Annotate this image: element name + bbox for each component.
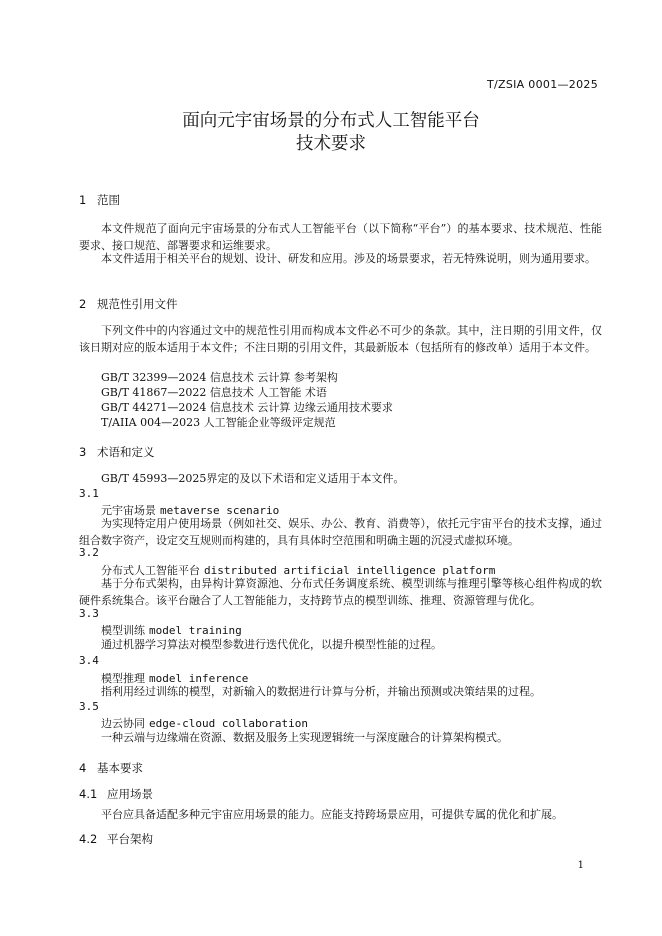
reference-item: GB/T 41867—2022 信息技术 人工智能 术语 [101,386,327,399]
reference-item: T/AIIA 004—2023 人工智能企业等级评定规范 [101,416,336,429]
subsection-title: 应用场景 [107,787,153,801]
section-title: 规范性引用文件 [97,297,178,311]
sec2-paragraph-1: 下列文件中的内容通过文中的规范性引用而构成本文件必不可少的条款。其中，注日期的引用文件，仅该日期对应的版本适用于本文件；不注日期的引用文件，其最新版本（包括所有的修改单）适用于本文件。 [79,324,602,354]
term-number: 3.5 [79,700,99,713]
subsection-4-2-heading [79,831,153,847]
section-2-heading [79,296,178,312]
section-title: 术语和定义 [97,445,155,459]
section-number: 1 [79,193,87,207]
section-number: 2 [79,297,87,311]
term-name-en: model inference [149,672,249,685]
term-name-en: distributed artificial intelligence platform [204,564,496,577]
term-definition: 为实现特定用户使用场景（例如社交、娱乐、办公、教育、消费等），依托元宇宙平台的技术支撑，通过组合数字资产，设定交互规则而构建的，具有具体时空范围和明确主题的沉浸式虚拟环境。 [79,517,602,547]
subsection-number: 4.2 [79,832,98,846]
subsection-title: 平台架构 [107,832,153,846]
document-title [0,110,662,156]
term-name-en: edge-cloud collaboration [149,717,308,730]
section-title: 范围 [97,193,120,207]
term-definition: 基于分布式架构，由异构计算资源池、分布式任务调度系统、模型训练与推理引擎等核心组件构成的软硬件系统集合。该平台融合了人工智能能力，支持跨节点的模型训练、推理、资源管理与优化。 [79,577,602,607]
section-1-heading [79,192,120,208]
sec3-intro: GB/T 45993—2025界定的及以下术语和定义适用于本文件。 [101,472,405,485]
term-name-zh: 模型训练 [101,624,145,637]
title-line-1: 面向元宇宙场景的分布式人工智能平台 [182,111,480,131]
term-name-zh: 元宇宙场景 [101,504,156,517]
subsection-number: 4.1 [79,787,98,801]
term-name-zh: 模型推理 [101,672,145,685]
term-definition: 通过机器学习算法对模型参数进行迭代优化，以提升模型性能的过程。 [101,638,442,651]
section-number: 4 [79,761,87,775]
section-title: 基本要求 [97,761,143,775]
section-number: 3 [79,445,87,459]
term-number: 3.1 [79,487,99,500]
term-name-zh: 边云协同 [101,717,145,730]
term-name-zh: 分布式人工智能平台 [101,564,200,577]
sec1-paragraph-2: 本文件适用于相关平台的规划、设计、研发和应用。涉及的场景要求，若无特殊说明，则为通用要求。 [101,252,596,265]
term-number: 3.3 [79,607,99,620]
page-number: 1 [577,860,584,871]
reference-item: GB/T 44271—2024 信息技术 云计算 边缘云通用技术要求 [101,401,393,414]
section-4-heading [79,760,143,776]
term-name-en: model training [149,624,242,637]
term-definition: 一种云端与边缘端在资源、数据及服务上实现逻辑统一与深度融合的计算架构模式。 [101,731,508,744]
term-number: 3.4 [79,654,99,667]
subsection-4-1-heading [79,786,153,802]
term-number: 3.2 [79,546,99,559]
section-3-heading [79,444,155,460]
reference-item: GB/T 32399—2024 信息技术 云计算 参考架构 [101,371,338,384]
term-definition: 指利用经过训练的模型，对新输入的数据进行计算与分析，并输出预测或决策结果的过程。 [101,685,541,698]
title-line-2: 技术要求 [296,134,366,154]
sec1-paragraph-1: 本文件规范了面向元宇宙场景的分布式人工智能平台（以下简称“平台”）的基本要求、技术规范、性能要求、接口规范、部署要求和运维要求。 [79,222,602,252]
sec4-1-paragraph: 平台应具备适配多种元宇宙应用场景的能力。应能支持跨场景应用，可提供专属的优化和扩展。 [101,808,563,821]
term-name-en: metaverse scenario [160,504,280,517]
document-code: T/ZSIA 0001—2025 [487,78,598,91]
